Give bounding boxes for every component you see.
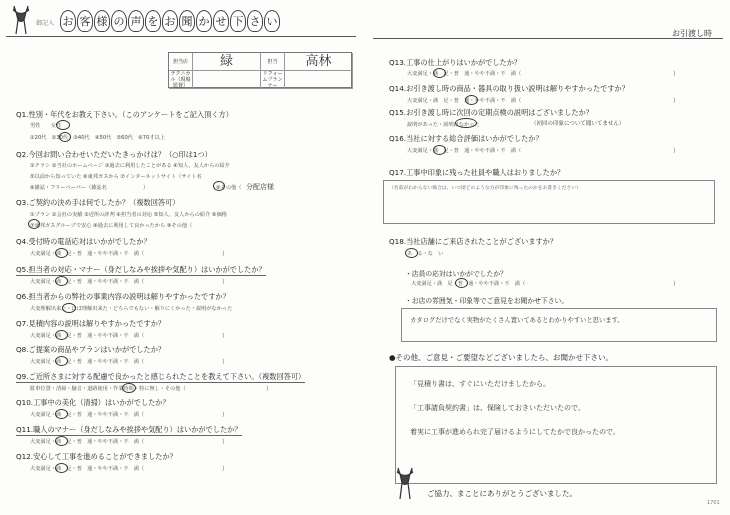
title-char: を <box>145 10 161 32</box>
answer-q4-scale: 大変満足・満 足・普 通・やや不満・不 満（ <box>30 251 145 257</box>
answer-mark <box>465 95 478 105</box>
answer-q1-gender: 男性 女性 <box>30 123 62 129</box>
handwritten-q15: （初回の印象について聞いてません） <box>531 121 625 127</box>
answer-mark <box>55 248 68 258</box>
q18-staff-question: ・店員の応対はいかがでしたか？ <box>405 270 507 278</box>
question-q18: Q18.当社店舗にご来店されたことがございますか？ <box>389 237 558 246</box>
answer-q16-scale: 大変満足・満 足・普 通・やや不満・不 満（ <box>407 148 522 154</box>
title-char: 聞 <box>179 10 195 32</box>
answer-q18: あ る・な い <box>407 251 444 257</box>
other-comments-header: ●その他、ご意見・ご要望などございましたら、お聞かせ下さい。 <box>389 353 614 362</box>
title-subtitle: 御記入 <box>36 20 55 27</box>
question-q1: Q1.性別・年代をお教え下さい。（このアンケートをご記入頂く方） <box>16 110 233 119</box>
answer-q14-scale: 大変満足・満 足・普 通・やや不満・不 満（ <box>407 98 522 104</box>
right-page: お引渡し時 Q13.工事の仕上がりはいかがでしたか？ 大変満足・満 足・普 通・やや不満・不 満（ ） Q14.お引き渡し時の商品・器具の取り扱い説明は解りやすかったですか？ 大変満足・満 足・普 通・やや不満・不 満（ ） Q15.お引き渡し時に次回の定期点検の説明はございましたか？ 説明があった・説明はなかった （初回の印象について聞いてません） Q16.当社に対する総合評価はいかがでしたか？ 大変満足・満 足・普 通・やや不満・不 満（ ） Q17.工事中印象に残った社員や職人はおりましたか？ （名前がわからない場合は、いつ頃どのような方が印象に残ったのかをお書きください） Q18.当社店舗にご来店されたことがございますか？ あ る・な い ・店員の応対はいかがでしたか？ 大変満足・満 足・普 通・やや不満・不 満（ ） ・お店の雰囲気・印象等でご意見をお聞かせ下さい。 カタログだけでなく実物がたくさん置いてあるとわかりやすいと思います。 ●その他、ご意見・ご要望などございましたら、お聞かせ下さい。 「見積り書は、すぐにいただけましたから。 「工事請負契約書」は、保険しておきいただいたので、 着実に工事が進められ完了届けるようにしてたかで良かったので。 ご協力、まことにありがとうございました。 1701 <box>365 0 730 515</box>
answer-q18-staff-scale: 大変満足・満 足・普 通・やや不満・不 満（ <box>411 281 526 287</box>
title-char: さ <box>247 10 263 32</box>
handwritten-comment-2: 「工事請負契約書」は、保険しておきいただいたので、 <box>410 404 585 412</box>
question-q10: Q10.工事中の美化（清掃）はいかがでしたか？ <box>16 398 170 407</box>
answer-mark <box>55 330 68 340</box>
question-q5: Q5.担当者の対応・マナー（身だしなみや挨拶や気配り）はいかがでしたか？ <box>16 265 266 274</box>
answer-mark <box>213 181 225 191</box>
handwritten-q18: カタログだけでなく実物がたくさん置いてあるとわかりやすいと思います。 <box>410 317 624 324</box>
branch-label: 担当店 <box>169 53 193 71</box>
title-char: 声 <box>128 10 144 32</box>
handover-label: お引渡し時 <box>672 29 712 38</box>
left-page: 御記入 お 客 様 の 声 を お 聞 か せ 下 さ い 担当店 緑 担当 高林 テクニカル（現場監督） リフォームプランナー Q1.性別・年代をお教え下さい。（このアンケートをご記入頂く方） 男性 女性 ①20代 ②30代 ③40代 ④50代 ⑤60代 ⑥70才以上 Q2.今回お問い合わせいただいたきっかけは？（○印は1つ） ①チラシ ②当社のホームページ ③過去に利用したことがある ④知人、友人からの紹介 ⑤以前から知っていた ⑥東邦ガスから ⑦インターネットサイト（サイト名 ⑧雑誌・フリーペーパー（雑誌名 ） ⑨その他（ 分配店様 Q3.ご契約の決め手は何でしたか？（複数回答可） ①プラン ②会社の実績 ③近所の評判 ④担当者の対応 ⑤知人、友人からの紹介 ⑥価格 ⑦東邦ガスグループで安心 ⑧過去に利用して良かったから ⑨その他（ Q4.受付時の電話応対はいかがでしたか？ 大変満足・満 足・普 通・やや不満・不 満（ ） Q5.担当者の対応・マナー（身だしなみや挨拶や気配り）はいかがでしたか？ 大変満足・満 足・普 通・やや不満・不 満（ ） Q6.担当者からの弊社の事業内容の説明は解りやすかったですか？ 大変理解出来た・ほぼ理解出来た・どちらでもない・解りにくかった・説明がなかった Q7.見積内容の説明は解りやすかったですか？ 大変満足・満 足・普 通・やや不満・不 満（ ） Q8.ご提案の商品やプランはいかがでしたか？ 大変満足・満 足・普 通・やや不満・不 満（ ） Q9.ご近所さまに対する配慮で良かったと感じられたことを教えて下さい。（複数回答可） 駐車位置・清掃・騒音・道路使用・作業時間・特に無し・その他（ ） Q10.工事中の美化（清掃）はいかがでしたか？ 大変満足・満 足・普 通・やや不満・不 満（ ） Q11.職人のマナー（身だしなみや挨拶や気配り）はいかがでしたか？ 大変満足・満 足・普 通・やや不満・不 満（ ） Q12.安心して工事を進めることができましたか？ 大変満足・満 足・普 通・やや不満・不 満（ ） <box>0 0 365 515</box>
staff-label: 担当 <box>261 53 285 71</box>
question-q13: Q13.工事の仕上がりはいかがでしたか？ <box>389 58 522 67</box>
deer-logo-icon <box>6 4 36 38</box>
page-title <box>60 10 280 32</box>
question-q17: Q17.工事中印象に残った社員や職人はおりましたか？ <box>389 168 565 177</box>
answer-q11-scale: 大変満足・満 足・普 通・やや不満・不 満（ <box>30 439 145 445</box>
deer-footer-icon <box>391 466 419 502</box>
question-q14: Q14.お引き渡し時の商品・器具の取り扱い説明は解りやすかったですか？ <box>389 84 629 93</box>
staff-value: 高林 <box>285 53 353 71</box>
q17-note: （名前がわからない場合は、いつ頃どのような方が印象に残ったのかをお書きください） <box>389 186 581 191</box>
info-table <box>168 52 352 88</box>
answer-q3-line2: ⑦東邦ガスグループで安心 ⑧過去に利用して良かったから ⑨その他（ <box>30 223 193 229</box>
answer-mark <box>433 145 446 155</box>
answer-q2-other: ⑨その他（ <box>216 185 242 191</box>
handwritten-q2: 分配店様 <box>246 183 274 191</box>
question-q2: Q2.今回お問い合わせいただいたきっかけは？（○印は1つ） <box>16 150 212 159</box>
question-q8: Q8.ご提案の商品やプランはいかがでしたか？ <box>16 345 166 354</box>
tech-value <box>193 71 261 89</box>
answer-mark <box>28 219 40 229</box>
question-q7: Q7.見積内容の説明は解りやすかったですか？ <box>16 319 166 328</box>
answer-q3-line1: ①プラン ②会社の実績 ③近所の評判 ④担当者の対応 ⑤知人、友人からの紹介 ⑥価格 <box>30 212 227 218</box>
answer-mark <box>55 463 68 473</box>
tech-label: テクニカル（現場監督） <box>169 71 193 89</box>
title-char: い <box>264 10 280 32</box>
answer-mark <box>405 248 418 258</box>
answer-mark <box>56 120 70 130</box>
planner-value <box>285 71 353 89</box>
title-char: 様 <box>94 10 110 32</box>
answer-mark <box>55 276 68 286</box>
answer-q2-line1: ①チラシ ②当社のホームページ ③過去に利用したことがある ④知人、友人からの紹介 <box>30 163 230 169</box>
title-char: せ <box>213 10 229 32</box>
answer-mark <box>55 356 68 366</box>
title-char: 下 <box>230 10 246 32</box>
answer-mark <box>455 278 468 288</box>
answer-mark <box>122 383 136 393</box>
answer-mark <box>455 118 477 128</box>
answer-q9-options: 駐車位置・清掃・騒音・道路使用・作業時間・特に無し・その他（ <box>30 386 186 392</box>
branch-value: 緑 <box>193 53 261 71</box>
title-char: の <box>111 10 127 32</box>
question-q11: Q11.職人のマナー（身だしなみや挨拶や気配り）はいかがでしたか？ <box>16 425 242 434</box>
answer-q5-scale: 大変満足・満 足・普 通・やや不満・不 満（ <box>30 279 145 285</box>
answer-q2-line2: ⑤以前から知っていた ⑥東邦ガスから ⑦インターネットサイト（サイト名 <box>30 174 202 180</box>
form-code: 1701 <box>707 500 720 506</box>
title-char: お <box>60 10 76 32</box>
title-char: お <box>162 10 178 32</box>
handwritten-comment-1: 「見積り書は、すぐにいただけましたから。 <box>410 380 550 388</box>
q18-impression-box <box>401 308 717 342</box>
answer-q7-scale: 大変満足・満 足・普 通・やや不満・不 満（ <box>30 333 145 339</box>
answer-mark <box>55 436 68 446</box>
question-q16: Q16.当社に対する総合評価はいかがでしたか？ <box>389 134 543 143</box>
thanks-message: ご協力、まことにありがとうございました。 <box>427 489 577 498</box>
answer-q12-scale: 大変満足・満 足・普 通・やや不満・不 満（ <box>30 466 145 472</box>
answer-mark <box>433 68 446 78</box>
question-q6: Q6.担当者からの弊社の事業内容の説明は解りやすかったですか？ <box>16 292 230 301</box>
answer-q6-scale: 大変理解出来た・ほぼ理解出来た・どちらでもない・解りにくかった・説明がなかった <box>30 306 233 312</box>
question-q3: Q3.ご契約の決め手は何でしたか？（複数回答可） <box>16 198 180 207</box>
q18-impression-question: ・お店の雰囲気・印象等でご意見をお聞かせ下さい。 <box>405 297 569 305</box>
handwritten-comment-3: 着実に工事が進められ完了届けるようにしてたかで良かったので。 <box>410 428 620 436</box>
question-q15: Q15.お引き渡し時に次回の定期点検の説明はございましたか？ <box>389 108 593 117</box>
question-q12: Q12.安心して工事を進めることができましたか？ <box>16 452 177 461</box>
title-char: か <box>196 10 212 32</box>
answer-q2-line3: ⑧雑誌・フリーペーパー（雑誌名 ） <box>30 185 149 191</box>
answer-q10-scale: 大変満足・満 足・普 通・やや不満・不 満（ <box>30 412 145 418</box>
answer-mark <box>55 409 68 419</box>
header-divider <box>6 36 356 37</box>
header-divider-right <box>373 38 723 39</box>
planner-label: リフォームプランナー <box>261 71 285 89</box>
question-q4: Q4.受付時の電話応対はいかがでしたか？ <box>16 237 151 246</box>
answer-q8-scale: 大変満足・満 足・普 通・やや不満・不 満（ <box>30 359 145 365</box>
comments-box <box>395 366 717 484</box>
q17-answer-box <box>383 180 715 224</box>
answer-mark <box>62 303 76 313</box>
answer-q1-age: ①20代 ②30代 ③40代 ④50代 ⑤60代 ⑥70才以上 <box>30 135 165 141</box>
answer-q13-scale: 大変満足・満 足・普 通・やや不満・不 満（ <box>407 71 522 77</box>
title-char: 客 <box>77 10 93 32</box>
question-q9: Q9.ご近所さまに対する配慮で良かったと感じられたことを教えて下さい。（複数回答可） <box>16 372 306 381</box>
answer-mark <box>59 132 71 142</box>
answer-q15: 説明があった・説明はなかった <box>407 122 480 128</box>
